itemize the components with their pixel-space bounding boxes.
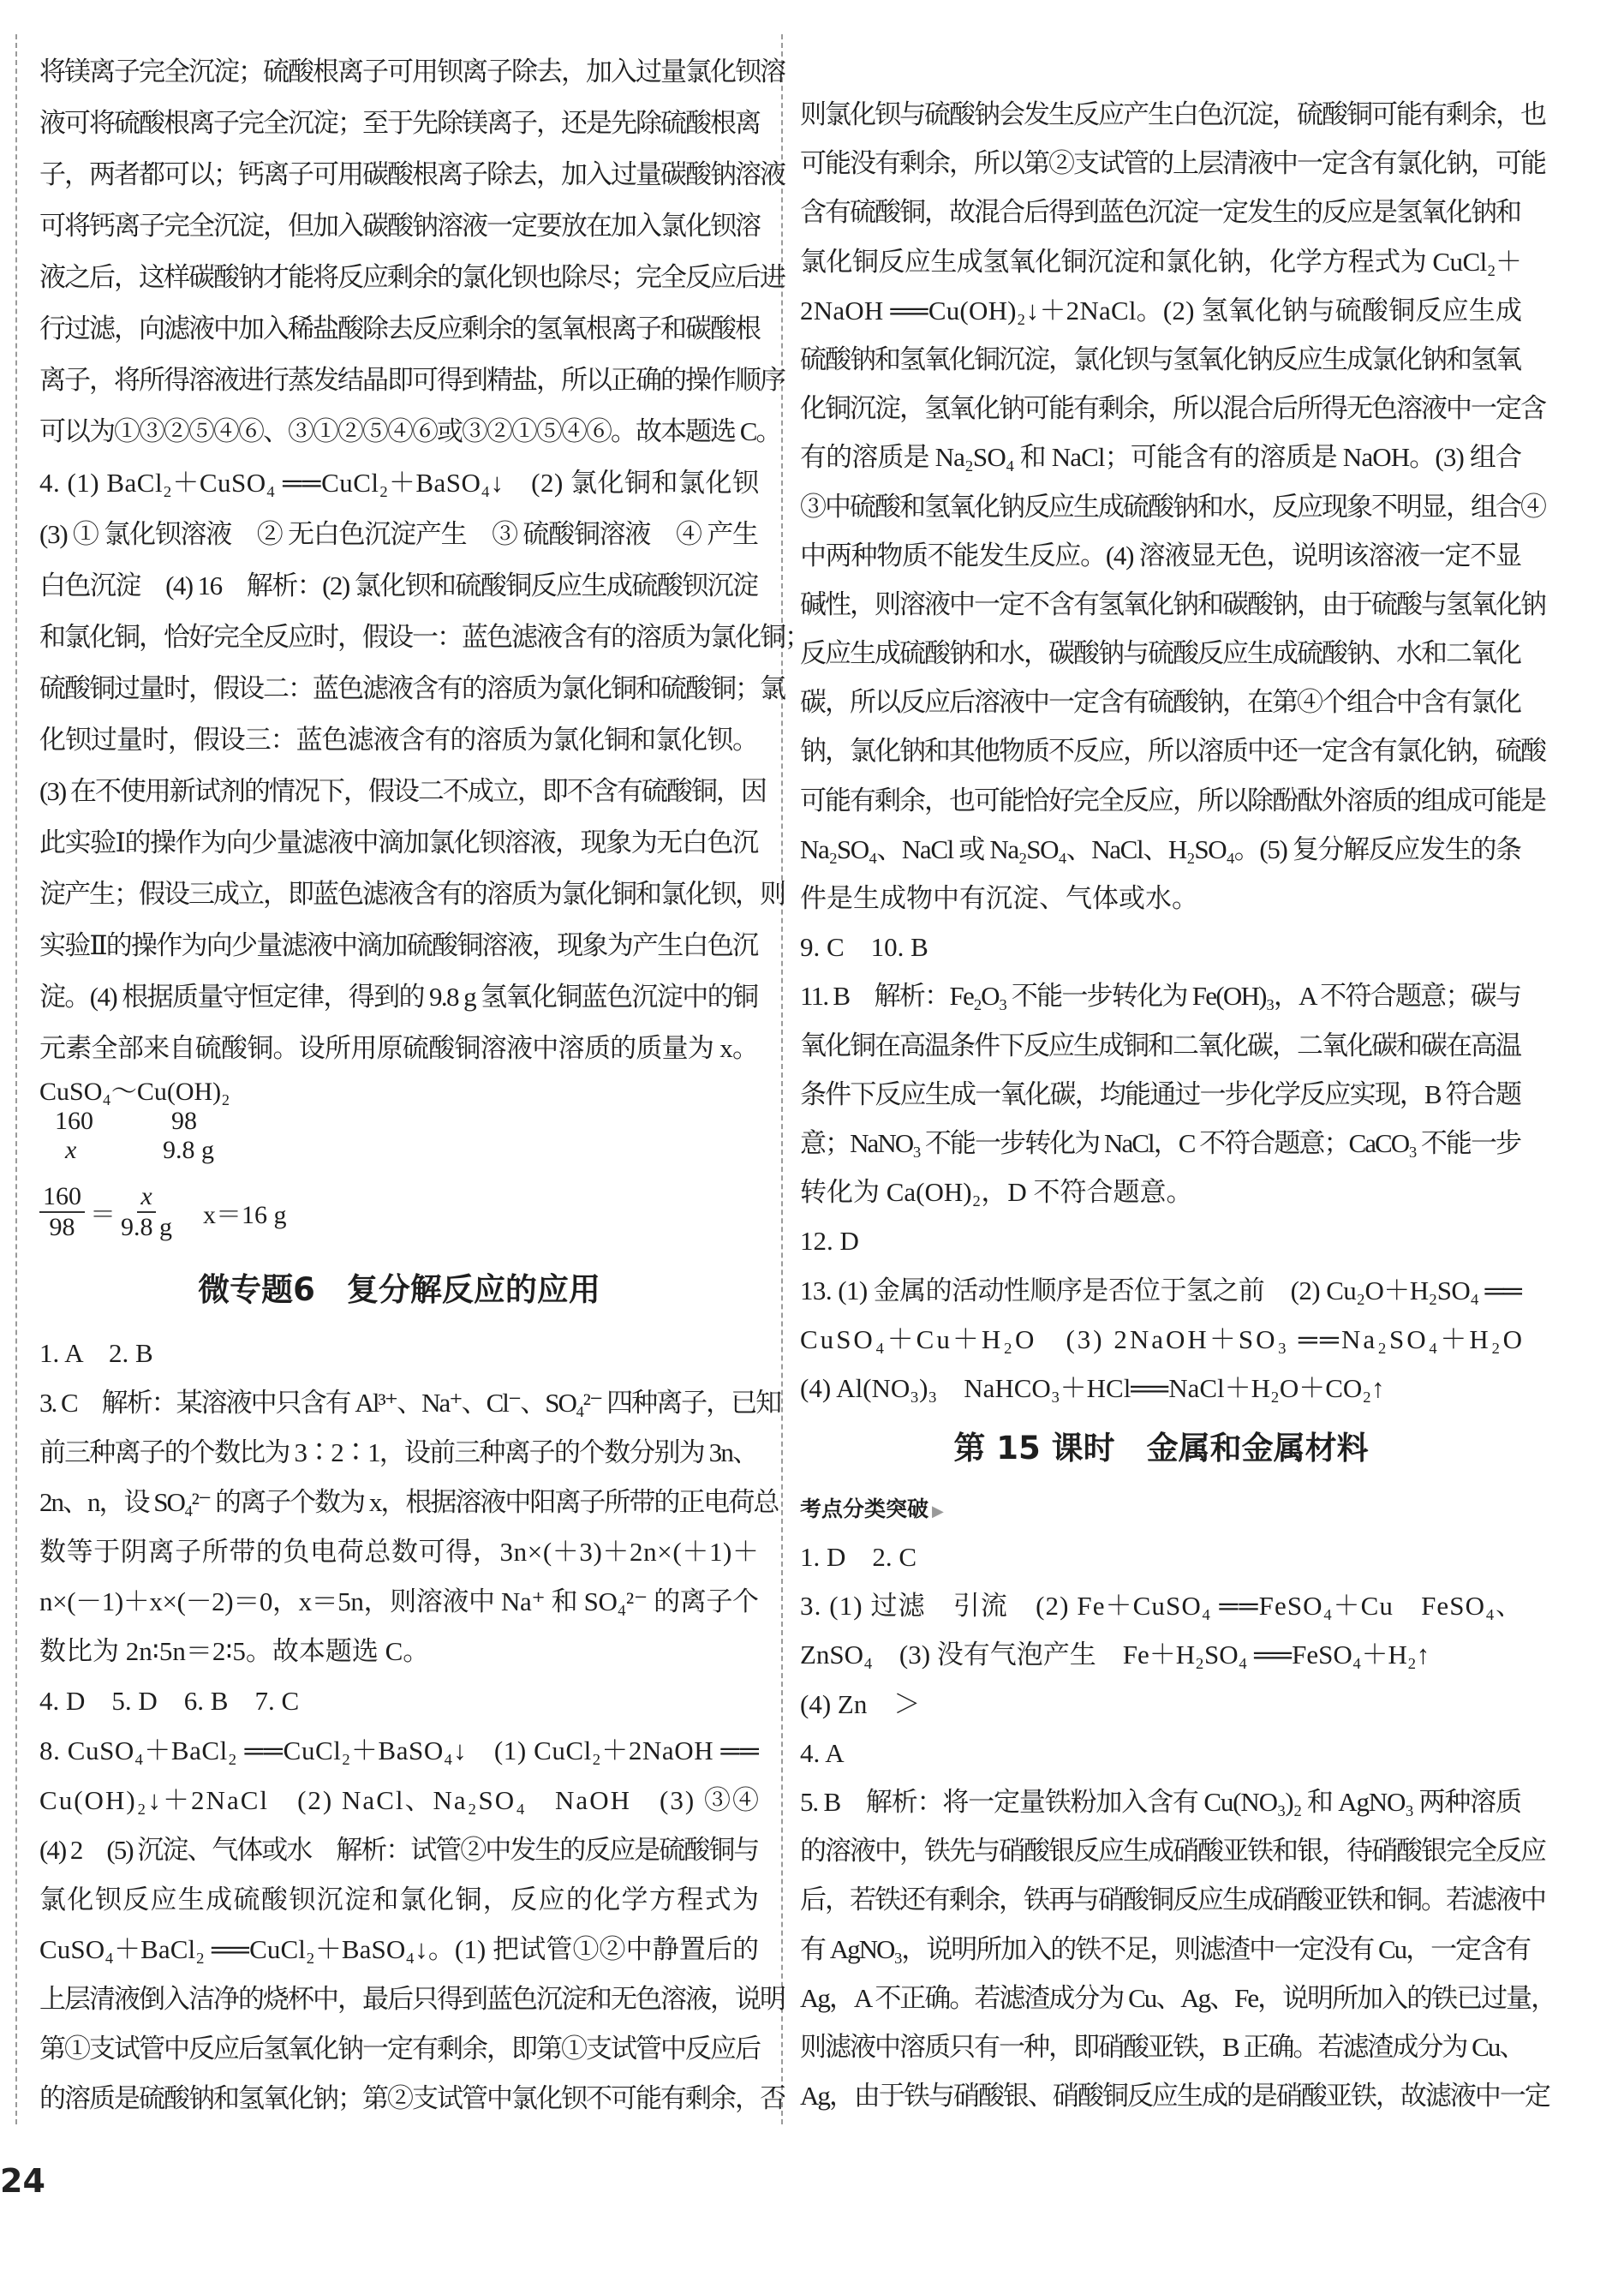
calc-result: x＝16 g [203,1201,287,1229]
text-line: 的溶质是硫酸钠和氢氧化钠；第②支试管中氯化钡不可能有剩余，否 [39,2083,785,2113]
answer-13: 13. (1) 金属的活动性顺序是否位于氢之前 (2) Cu₂O＋H₂SO₄ ══ [800,1275,1522,1305]
text-line: 第①支试管中反应后氢氧化钠一定有剩余，即第①支试管中反应后 [39,2034,760,2064]
text-line: 数等于阴离子所带的负电荷总数可得，3n×(＋3)＋2n×(＋1)＋ [39,1537,760,1567]
answer-4: 4. (1) BaCl₂＋CuSO₄ ══CuCl₂＋BaSO₄↓ (2) 氯化铜和氯化钡 [39,468,760,498]
subsection-title-text: 考点分类突破 [800,1496,929,1521]
text-line: Cu(OH)₂↓＋2NaCl (2) NaCl、Na₂SO₄ NaOH (3) ③④ [39,1785,761,1815]
equals-sign: ＝ [90,1201,116,1229]
section-title-lesson-15: 第 15 课时 金属和金属材料 [953,1430,1369,1467]
calc-masses [39,1107,759,1136]
text-line: 氯化铜反应生成氢氧化铜沉淀和氯化钠，化学方程式为 CuCl₂＋ [800,246,1522,277]
text-line: 实验Ⅱ的操作为向少量滤液中滴加硫酸铜溶液，现象为产生白色沉 [39,930,758,960]
text-line: 白色沉淀 (4) 16 解析：(2) 氯化钡和硫酸铜反应生成硫酸钡沉淀 [39,570,758,600]
text-line: 后，若铁还有剩余，铁再与硝酸铜反应生成硝酸亚铁和铜。若滤液中 [800,1885,1545,1915]
text-line: 碳，所以反应后溶液中一定含有硫酸钠，在第④个组合中含有氯化 [800,687,1520,718]
fraction-left [39,1182,85,1242]
answers-1-2: 1. D 2. C [800,1542,917,1572]
text-line: 碱性，则溶液中一定不含有氢氧化钠和碳酸钠，由于硫酸与氢氧化钠 [800,588,1545,619]
calc-unknowns [39,1136,759,1165]
text-line: 淀产生；假设三成立，即蓝色滤液含有的溶质为氯化铜和氯化钡，则 [39,879,785,909]
left-column-block-1 [39,46,809,1074]
answer-12: 12. D [800,1226,859,1257]
fraction-left-numerator: 160 [39,1182,85,1213]
text-line: 硫酸钠和氢氧化铜沉淀，氯化钡与氢氧化钠反应生成氯化钠和氢氧 [800,343,1520,374]
text-line: 硫酸铜过量时，假设二：蓝色滤液含有的溶质为氯化铜和硫酸铜；氯 [39,673,785,703]
text-line: 子，两者都可以；钙离子可用碳酸根离子除去，加入过量碳酸钠溶液 [39,159,785,189]
text-line: 件是生成物中有沉淀、气体或水。 [800,883,1198,913]
text-line: (4) Al(NO₃)₃ NaHCO₃＋HCl══NaCl＋H₂O＋CO₂↑ [800,1372,1385,1403]
text-line: (4) Zn ＞ [800,1688,921,1719]
text-line: 液之后，这样碳酸钠才能将反应剩余的氯化钡也除尽；完全反应后进 [39,262,785,292]
text-line: ③中硫酸和氢氧化钠反应生成硫酸钠和水，反应现象不明显，组合④ [800,491,1545,522]
answers-4-7: 4. D 5. D 6. B 7. C [39,1686,300,1716]
text-line: 化钡过量时，假设三：蓝色滤液含有的溶质为氯化铜和氯化钡。 [39,725,758,755]
text-line: 2n、n，设 SO₄²⁻ 的离子个数为 x，根据溶液中阳离子所带的正电荷总 [39,1487,779,1517]
text-line: Na₂SO₄、NaCl 或 Na₂SO₄、NaCl、H₂SO₄。(5) 复分解反应发生的条 [800,833,1521,864]
text-line: 则滤液中溶质只有一种，即硝酸亚铁，B 正确。若滤渣成分为 Cu、 [800,2031,1525,2062]
answer-11: 11. B 解析：Fe₂O₃ 不能一步转化为 Fe(OH)₃，A 不符合题意；碳与 [800,981,1521,1012]
right-column-block-1 [800,90,1545,1413]
text-line: 意；NaNO₃ 不能一步转化为 NaCl，C 不符合题意；CaCO₃ 不能一步 [800,1127,1521,1158]
text-line: 可能没有剩余，所以第②支试管的上层清液中一定含有氯化钠，可能 [800,148,1545,179]
text-line: (3) ① 氯化钡溶液 ② 无白色沉淀产生 ③ 硫酸铜溶液 ④ 产生 [39,519,758,549]
text-line: (3) 在不使用新试剂的情况下，假设二不成立，即不含有硫酸铜，因 [39,776,766,806]
calc-unknown-1: x [65,1136,77,1164]
play-arrow-icon: ▶ [932,1502,944,1520]
answer-5: 5. B 解析：将一定量铁粉加入含有 Cu(NO₃)₂ 和 AgNO₃ 两种溶质 [800,1786,1521,1817]
fraction-right-denominator: 9.8 g [121,1213,172,1241]
answer-8: 8. CuSO₄＋BaCl₂ ══CuCl₂＋BaSO₄↓ (1) CuCl₂＋2NaOH ══ [39,1735,760,1765]
text-line: 2NaOH ══Cu(OH)₂↓＋2NaCl。(2) 氢氧化钠与硫酸铜反应生成 [800,295,1523,326]
answers-1-2: 1. A 2. B [39,1338,153,1368]
fraction-right [121,1182,172,1242]
text-line: 前三种离子的个数比为 3∶2∶1，设前三种离子的个数分别为 3n、 [39,1437,758,1467]
proportion-equation [39,1182,287,1242]
text-line: 条件下反应生成一氧化碳，均能通过一步化学反应实现，B 符合题 [800,1078,1521,1109]
answer-3: 3. C 解析：某溶液中只含有 Al³⁺、Na⁺、Cl⁻、SO₄²⁻ 四种离子，已知 [39,1388,781,1418]
text-line: 含有硫酸铜，故混合后得到蓝色沉淀一定发生的反应是氢氧化钠和 [800,197,1520,228]
text-line: 可以为①③②⑤④⑥、③①②⑤④⑥或③②①⑤④⑥。故本题选 C。 [39,416,781,446]
text-line: Ag，由于铁与硝酸银、硝酸铜反应生成的是硝酸亚铁，故滤液中一定 [800,2081,1549,2112]
text-line: 和氯化铜，恰好完全反应时，假设一：蓝色滤液含有的溶质为氯化铜； [39,622,809,652]
text-line: 液可将硫酸根离子完全沉淀；至于先除镁离子，还是先除硫酸根离 [39,108,760,138]
text-line: 氧化铜在高温条件下反应生成铜和二氧化碳，二氧化碳和碳在高温 [800,1030,1520,1060]
text-line: ZnSO₄ (3) 没有气泡产生 Fe＋H₂SO₄ ══FeSO₄＋H₂↑ [800,1640,1430,1670]
text-line: 可将钙离子完全沉淀，但加入碳酸钠溶液一定要放在加入氯化钡溶 [39,211,760,241]
answers-9-10: 9. C 10. B [800,932,928,963]
text-line: CuSO₄＋Cu＋H₂O (3) 2NaOH＋SO₃ ══Na₂SO₄＋H₂O [800,1323,1525,1354]
answer-4: 4. A [800,1737,845,1768]
text-line: 化铜沉淀，氢氧化钠可能有剩余，所以混合后所得无色溶液中一定含 [800,393,1545,424]
text-line: n×(－1)＋x×(－2)＝0，x＝5n，则溶液中 Na⁺ 和 SO₄²⁻ 的离子个 [39,1586,759,1616]
text-line: 元素全部来自硫酸铜。设所用原硫酸铜溶液中溶质的质量为 x。 [39,1033,759,1063]
text-line: 转化为 Ca(OH)₂，D 不符合题意。 [800,1177,1193,1208]
answer-3: 3. (1) 过滤 引流 (2) Fe＋CuSO₄ ══FeSO₄＋Cu FeSO₄、 [800,1591,1524,1622]
text-line: 有的溶质是 Na₂SO₄ 和 NaCl；可能含有的溶质是 NaOH。(3) 组合 [800,442,1522,473]
text-line: 氯化钡反应生成硫酸钡沉淀和氯化铜，反应的化学方程式为 [39,1885,761,1915]
calculation-block [39,1078,759,1165]
text-line: Ag，A 不正确。若滤渣成分为 Cu、Ag、Fe，说明所加入的铁已过量， [800,1982,1556,2013]
calc-unknown-2: 9.8 g [163,1136,214,1164]
text-line: 将镁离子完全沉淀；硫酸根离子可用钡离子除去，加入过量氯化钡溶 [39,57,785,87]
page-number: 24 [0,2162,45,2200]
column-divider-dashed-line [781,34,783,2124]
text-line: 有 AgNO₃，说明所加入的铁不足，则滤渣中一定没有 Cu，一定含有 [800,1933,1531,1964]
fraction-left-denominator: 98 [49,1213,75,1241]
left-margin-dashed-line [15,34,17,2124]
text-line: 上层清液倒入洁净的烧杯中，最后只得到蓝色沉淀和无色溶液，说明 [39,1984,785,2014]
text-line: 中两种物质不能发生反应。(4) 溶液显无色，说明该溶液一定不显 [800,540,1521,570]
section-title-micro-topic-6: 微专题6 复分解反应的应用 [198,1271,600,1308]
text-line: 钠，氯化钠和其他物质不反应，所以溶质中还一定含有氯化钠，硫酸 [800,736,1545,767]
text-line: 离子，将所得溶液进行蒸发结晶即可得到精盐，所以正确的操作顺序 [39,365,785,395]
text-line: 则氯化钡与硫酸钠会发生反应产生白色沉淀，硫酸铜可能有剩余，也 [800,99,1545,129]
left-column-block-2 [39,1329,785,2124]
text-line: 的溶液中，铁先与硝酸银反应生成硝酸亚铁和银，待硝酸银完全反应 [800,1836,1545,1867]
text-line: (4) 2 (5) 沉淀、气体或水 解析：试管②中发生的反应是硫酸铜与 [39,1835,759,1865]
calc-mass-2: 98 [171,1107,197,1135]
text-line: 此实验Ⅰ的操作为向少量滤液中滴加氯化钡溶液，现象为无白色沉 [39,827,758,857]
text-line: 数比为 2n∶5n＝2∶5。故本题选 C。 [39,1636,430,1666]
right-column-block-2 [800,1532,1556,2120]
calc-relation: CuSO₄～Cu(OH)₂ [39,1078,230,1106]
text-line: 淀。(4) 根据质量守恒定律，得到的 9.8 g 氢氧化铜蓝色沉淀中的铜 [39,982,758,1012]
text-line: 行过滤，向滤液中加入稀盐酸除去反应剩余的氢氧根离子和碳酸根 [39,314,760,343]
fraction-right-numerator: x [137,1182,155,1213]
text-line: 反应生成硫酸钠和水，碳酸钠与硫酸反应生成硫酸钠、水和二氧化 [800,638,1520,669]
text-line: CuSO₄＋BaCl₂ ══CuCl₂＋BaSO₄↓。(1) 把试管①②中静置后的 [39,1934,760,1964]
subsection-title [800,1496,944,1525]
text-line: 可能有剩余，也可能恰好完全反应，所以除酚酞外溶质的组成可能是 [800,785,1545,815]
calc-mass-1: 160 [55,1107,93,1135]
